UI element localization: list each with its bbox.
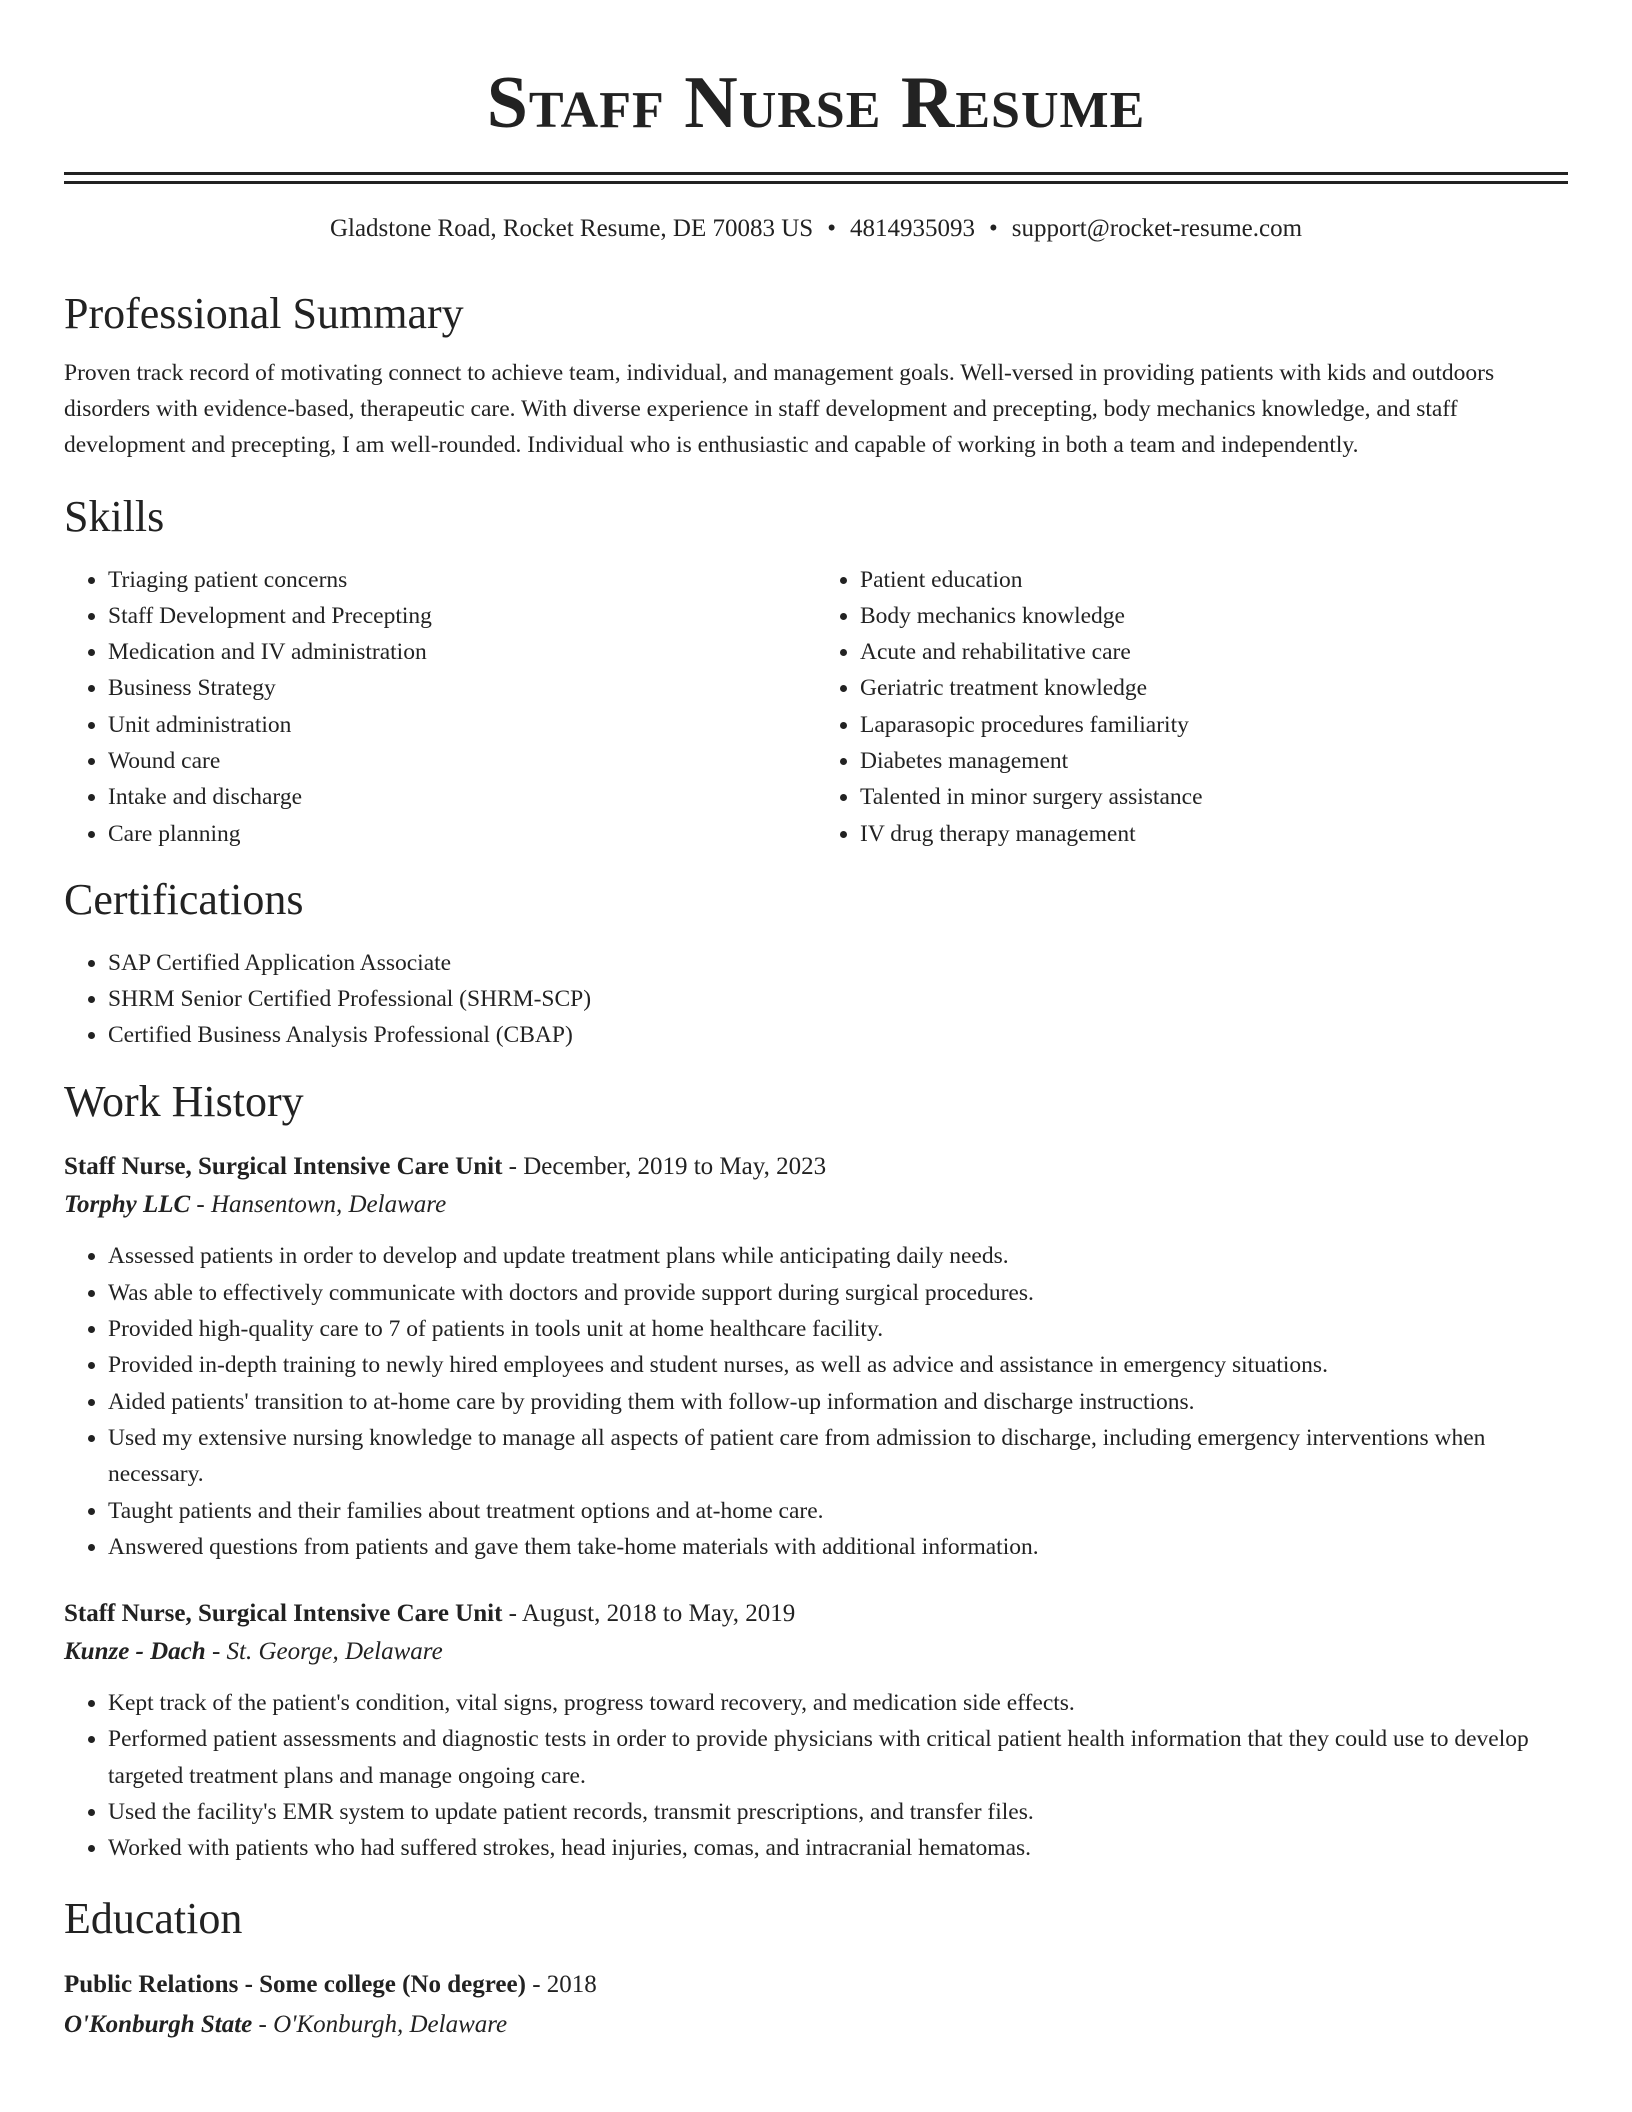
- summary-text: Proven track record of motivating connect to achieve team, individual, and management goals. Well-versed in providing patients with kids and outdoors disorders with evidence-based, therapeutic care. With diverse experience in staff development and precepting, body mechanics knowledge, and staff development and precepting, I am well-rounded. Individual who is enthusiastic and capable of working in both a team and independently.: [64, 359, 1495, 458]
- job-employer-line: [64, 1186, 1568, 1224]
- skill-item: • Business Strategy: [108, 670, 816, 706]
- skill-item: • Wound care: [108, 743, 816, 779]
- skill-item: • Staff Development and Precepting: [108, 598, 816, 634]
- section-heading-skills: Skills: [64, 491, 165, 541]
- job-employer: Torphy LLC: [64, 1191, 191, 1219]
- certifications-list: [64, 945, 1568, 1054]
- skill-item: • Laparasopic procedures familiarity: [860, 707, 1568, 743]
- contact-email[interactable]: support@rocket-resume.com: [1011, 215, 1303, 242]
- job-bullet: • Performed patient assessments and diagnostic tests in order to provide physicians with critical patient health information that they could use to develop targeted treatment plans and manage ongoing care.: [108, 1721, 1568, 1794]
- education-school-line: [64, 2005, 1568, 2045]
- contact-line: [64, 214, 1568, 244]
- title-double-rule: [64, 172, 1568, 184]
- job-bullet: • Kept track of the patient's condition, vital signs, progress toward recovery, and medication side effects.: [108, 1685, 1568, 1721]
- job-location: - St. George, Delaware: [205, 1638, 443, 1666]
- job-dates: - August, 2018 to May, 2019: [502, 1600, 796, 1628]
- job-entry: [64, 1148, 1568, 1565]
- skill-item: • Patient education: [860, 562, 1568, 598]
- skill-item: • IV drug therapy management: [860, 816, 1568, 852]
- job-header: [64, 1148, 1568, 1186]
- job-dates: - December, 2019 to May, 2023: [502, 1153, 827, 1181]
- section-heading-certifications: Certifications: [64, 874, 304, 924]
- certification-item: • Certified Business Analysis Professional (CBAP): [108, 1017, 1568, 1053]
- section-heading-education: Education: [64, 1893, 243, 1943]
- skills-list-left: [64, 562, 816, 852]
- job-bullet: • Assessed patients in order to develop and update treatment plans while anticipating daily needs.: [108, 1238, 1568, 1274]
- job-header: [64, 1595, 1568, 1633]
- education-school: O'Konburgh State: [64, 2011, 253, 2039]
- resume-title: Staff Nurse Resume: [486, 62, 1146, 144]
- skill-item: • Unit administration: [108, 707, 816, 743]
- contact-address: Gladstone Road, Rocket Resume, DE 70083 US: [329, 215, 814, 242]
- job-location: - Hansentown, Delaware: [190, 1191, 447, 1219]
- job-employer: Kunze - Dach: [64, 1638, 206, 1666]
- education-header: [64, 1965, 1568, 2005]
- job-bullet: • Provided high-quality care to 7 of patients in tools unit at home healthcare facility.: [108, 1311, 1568, 1347]
- skill-item: • Care planning: [108, 816, 816, 852]
- job-bullet: • Worked with patients who had suffered strokes, head injuries, comas, and intracranial hematomas.: [108, 1830, 1568, 1866]
- contact-phone: 4814935093: [849, 215, 975, 242]
- skill-item: • Medication and IV administration: [108, 634, 816, 670]
- job-title: Staff Nurse, Surgical Intensive Care Unit: [64, 1153, 503, 1181]
- job-bullet: • Used my extensive nursing knowledge to manage all aspects of patient care from admission to discharge, including emergency interventions when necessary.: [108, 1420, 1568, 1493]
- education-location: - O'Konburgh, Delaware: [252, 2011, 508, 2039]
- job-bullet: • Answered questions from patients and gave them take-home materials with additional information.: [108, 1529, 1568, 1565]
- job-entry: [64, 1595, 1568, 1866]
- education-year: - 2018: [525, 1971, 597, 1999]
- skill-item: • Acute and rehabilitative care: [860, 634, 1568, 670]
- skill-item: • Body mechanics knowledge: [860, 598, 1568, 634]
- skill-item: • Talented in minor surgery assistance: [860, 779, 1568, 815]
- job-title: Staff Nurse, Surgical Intensive Care Unit: [64, 1600, 503, 1628]
- job-bullet: • Aided patients' transition to at-home care by providing them with follow-up information and discharge instructions.: [108, 1384, 1568, 1420]
- section-heading-work-history: Work History: [64, 1076, 304, 1126]
- certification-item: • SHRM Senior Certified Professional (SHRM-SCP): [108, 981, 1568, 1017]
- education-degree: Public Relations - Some college (No degree): [64, 1971, 526, 1999]
- job-bullet: • Provided in-depth training to newly hired employees and student nurses, as well as advice and assistance in emergency situations.: [108, 1347, 1568, 1383]
- job-bullet: • Used the facility's EMR system to update patient records, transmit prescriptions, and transfer files.: [108, 1794, 1568, 1830]
- skill-item: • Geriatric treatment knowledge: [860, 670, 1568, 706]
- certification-item: • SAP Certified Application Associate: [108, 945, 1568, 981]
- section-heading-summary: Professional Summary: [64, 289, 464, 338]
- contact-separator: •: [988, 215, 998, 242]
- job-employer-line: [64, 1633, 1568, 1671]
- job-bullet: • Taught patients and their families about treatment options and at-home care.: [108, 1493, 1568, 1529]
- job-bullet: • Was able to effectively communicate with doctors and provide support during surgical procedures.: [108, 1275, 1568, 1311]
- skill-item: • Diabetes management: [860, 743, 1568, 779]
- skills-columns: [64, 562, 1568, 852]
- contact-separator: •: [827, 215, 836, 242]
- job-bullets: [64, 1685, 1568, 1866]
- skills-list-right: [816, 562, 1568, 852]
- skill-item: • Intake and discharge: [108, 779, 816, 815]
- skill-item: • Triaging patient concerns: [108, 562, 816, 598]
- job-bullets: [64, 1238, 1568, 1565]
